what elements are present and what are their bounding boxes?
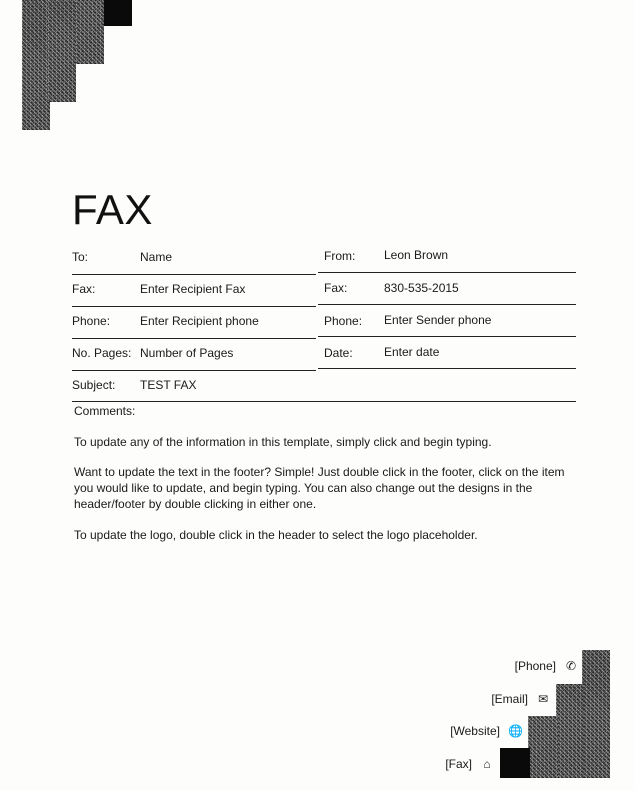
phone-label: Phone: [72,314,111,328]
header-graphic-2 [48,0,76,102]
fax-row-fax [72,274,576,306]
footer-email-text: [Email] [491,692,528,706]
footer-fax[interactable] [445,757,494,771]
from-label: From: [324,249,356,263]
footer-phone[interactable] [515,659,578,673]
header-graphic-3 [76,0,104,64]
phone-icon: ✆ [565,659,577,673]
sender-phone-label: Phone: [324,314,363,328]
footer-graphic-1 [582,650,610,778]
footer-email[interactable] [491,692,550,706]
sender-fax-value[interactable]: 830-535-2015 [384,281,459,295]
footer-graphic-3 [528,716,558,778]
page-title: FAX [72,186,153,233]
comments-label: Comments: [74,404,136,418]
fax-row-phone [72,306,576,338]
sender-fax-label: Fax: [324,281,348,295]
subject-label: Subject: [72,378,116,392]
fax-row-subject [72,370,576,402]
row-divider [72,401,576,402]
fax-row-pages-date [72,338,576,370]
to-label: To: [72,250,89,264]
date-value[interactable]: Enter date [384,345,440,359]
envelope-icon: ✉ [537,692,549,706]
header-graphic-1 [22,0,50,130]
footer-website-text: [Website] [450,724,500,738]
body-paragraph: Want to update the text in the footer? Simple! Just double click in the footer, click on the item you would like to update, and begin typing. You can also change out the designs in the header/footer by double clicking in either one. [74,465,565,511]
pages-value[interactable]: Number of Pages [140,346,234,360]
row-divider [318,272,576,273]
row-divider [318,368,576,369]
from-value[interactable]: Leon Brown [384,248,449,262]
recipient-fax-value[interactable]: Enter Recipient Fax [140,282,246,296]
fax-row-to-from [72,242,576,274]
globe-icon: 🌐 [508,724,523,738]
sender-phone-value[interactable]: Enter Sender phone [384,313,492,327]
footer-graphic-4 [500,748,530,778]
to-value[interactable]: Name [140,250,173,264]
body-paragraph: To update any of the information in this template, simply click and begin typing. [74,435,492,449]
pages-label: No. Pages: [72,346,132,360]
date-label: Date: [324,346,353,360]
header-graphic-4 [104,0,132,26]
home-icon: ⌂ [483,757,491,771]
row-divider [318,304,576,305]
body-paragraph: To update the logo, double click in the header to select the logo placeholder. [74,528,478,542]
footer-graphic-2 [556,684,584,778]
row-divider [318,336,576,337]
recipient-phone-value[interactable]: Enter Recipient phone [140,314,259,328]
fax-label: Fax: [72,282,96,296]
footer-website[interactable] [450,724,522,738]
footer-phone-text: [Phone] [514,659,556,673]
footer-fax-text: [Fax] [445,757,472,771]
subject-value[interactable]: TEST FAX [140,378,197,392]
